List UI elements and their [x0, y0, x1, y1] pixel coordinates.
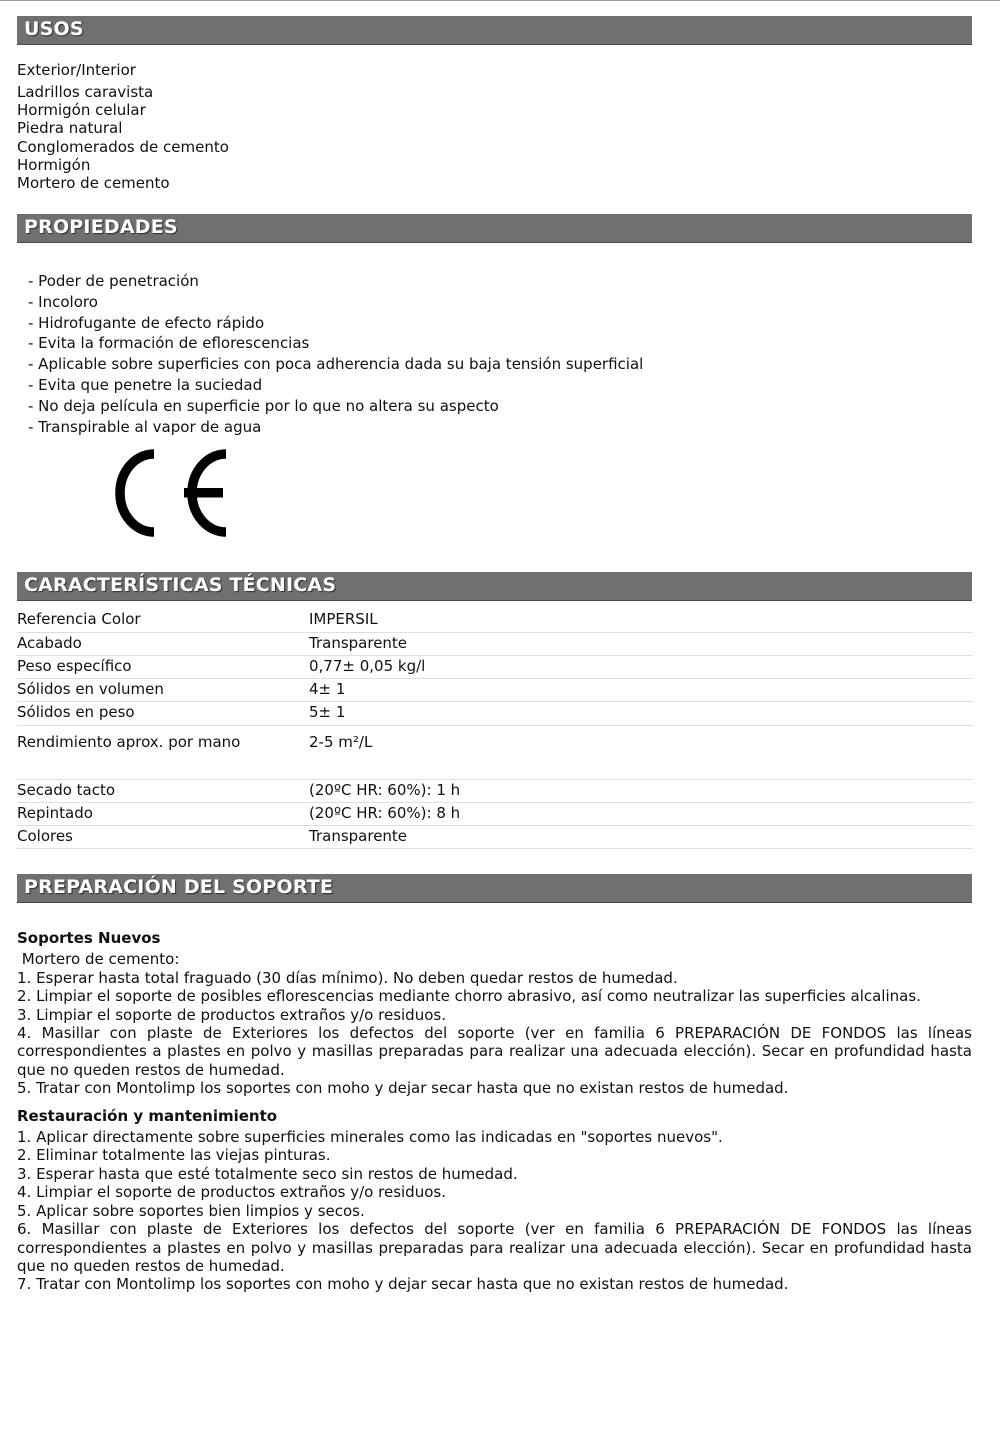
table-row [17, 656, 973, 679]
step-item: 1. Aplicar directamente sobre superficies minerales como las indicadas en "soportes nuevos". [17, 1128, 723, 1147]
propiedades-list [28, 271, 643, 437]
row-label: Repintado [17, 804, 93, 822]
step-item: 3. Esperar hasta que esté totalmente seco sin restos de humedad. [17, 1164, 518, 1183]
list-item: - Poder de penetración [28, 272, 199, 290]
row-value: IMPERSIL [309, 610, 378, 628]
row-label: Colores [17, 827, 73, 845]
table-row [17, 633, 973, 656]
row-value: Transparente [309, 827, 408, 845]
step-item: 7. Tratar con Montolimp los soportes con moho y dejar secar hasta que no existan restos de humedad. [17, 1275, 789, 1294]
tech-specs-table [17, 609, 973, 849]
row-value: (20ºC HR: 60%): 1 h [309, 781, 461, 799]
list-item: - No deja película en superficie por lo que no altera su aspecto [28, 396, 499, 415]
table-row [17, 826, 973, 849]
row-label: Sólidos en volumen [17, 680, 164, 698]
table-row [17, 803, 973, 826]
ce-mark-logo [108, 440, 232, 546]
row-label: Sólidos en peso [17, 703, 135, 721]
list-item: - Evita que penetre la suciedad [28, 375, 263, 394]
step-item: 2. Eliminar totalmente las viejas pinturas. [17, 1146, 331, 1165]
section-header-propiedades [17, 214, 972, 243]
section-header-preparacion [17, 874, 972, 903]
section-title-preparacion: PREPARACIÓN DEL SOPORTE [24, 876, 334, 898]
table-row [17, 609, 973, 633]
subheading-soportes-nuevos: Soportes Nuevos [17, 929, 161, 947]
list-item: - Incoloro [28, 292, 98, 311]
subheading-restauracion: Restauración y mantenimiento [17, 1106, 278, 1125]
list-item: - Transpirable al vapor de agua [28, 417, 262, 436]
row-label: Referencia Color [17, 610, 141, 628]
list-item: - Hidrofugante de efecto rápido [28, 313, 265, 332]
preparacion-body [17, 929, 972, 1294]
section-header-usos [17, 16, 972, 45]
list-item: Mortero de cemento [17, 174, 170, 193]
step-item: 4. Limpiar el soporte de productos extraños y/o residuos. [17, 1183, 446, 1202]
row-label: Secado tacto [17, 781, 116, 799]
row-value: (20ºC HR: 60%): 8 h [309, 804, 461, 822]
list-item: - Evita la formación de eflorescencias [28, 334, 310, 353]
section-title-caracteristicas: CARACTERÍSTICAS TÉCNICAS [24, 574, 337, 596]
section-title-propiedades: PROPIEDADES [24, 216, 178, 238]
list-item: Ladrillos caravista [17, 83, 154, 101]
section-title-usos: USOS [24, 18, 84, 40]
row-value: 2-5 m²/L [309, 733, 373, 751]
usos-heading: Exterior/Interior [17, 61, 136, 79]
step-item: 4. Masillar con plaste de Exteriores los defectos del soporte (ver en familia 6 PREPARACIÓN DE FONDOS las líneas correspondientes a plastes en polvo y masillas preparadas para realizar una adecuada elección). Secar en profundidad hasta que no queden restos de humedad. [17, 1024, 972, 1079]
step-item: 2. Limpiar el soporte de posibles eflorescencias mediante chorro abrasivo, así como neutralizar las superficies alcalinas. [17, 987, 921, 1006]
row-value: 5± 1 [309, 703, 346, 721]
section-header-caracteristicas [17, 572, 972, 601]
list-item: Hormigón celular [17, 101, 146, 120]
intro-mortero: Mortero de cemento: [17, 950, 180, 969]
list-item: - Aplicable sobre superficies con poca adherencia dada su baja tensión superficial [28, 355, 644, 374]
step-item: 3. Limpiar el soporte de productos extraños y/o residuos. [17, 1005, 446, 1024]
step-item: 1. Esperar hasta total fraguado (30 días mínimo). No deben quedar restos de humedad. [17, 968, 678, 987]
step-item: 5. Aplicar sobre soportes bien limpios y secos. [17, 1201, 365, 1220]
row-label: Acabado [17, 634, 82, 652]
row-label: Peso específico [17, 657, 132, 675]
top-border-line [0, 0, 1000, 1]
step-item: 5. Tratar con Montolimp los soportes con moho y dejar secar hasta que no existan restos de humedad. [17, 1079, 789, 1098]
row-label: Rendimiento aprox. por mano [17, 733, 241, 751]
row-value: Transparente [309, 634, 408, 652]
list-item: Hormigón [17, 155, 91, 174]
table-row [17, 780, 973, 803]
row-value: 4± 1 [309, 680, 346, 698]
table-row [17, 702, 973, 726]
list-item: Conglomerados de cemento [17, 137, 229, 156]
table-row [17, 726, 973, 780]
list-item: Piedra natural [17, 119, 123, 138]
row-value: 0,77± 0,05 kg/l [309, 657, 426, 675]
step-item: 6. Masillar con plaste de Exteriores los defectos del soporte (ver en familia 6 PREPARACIÓN DE FONDOS las líneas correspondientes a plastes en polvo y masillas preparadas para realizar una adecuada elección). Secar en profundidad hasta que no queden restos de humedad. [17, 1220, 972, 1275]
table-row [17, 679, 973, 702]
usos-list [17, 83, 229, 192]
